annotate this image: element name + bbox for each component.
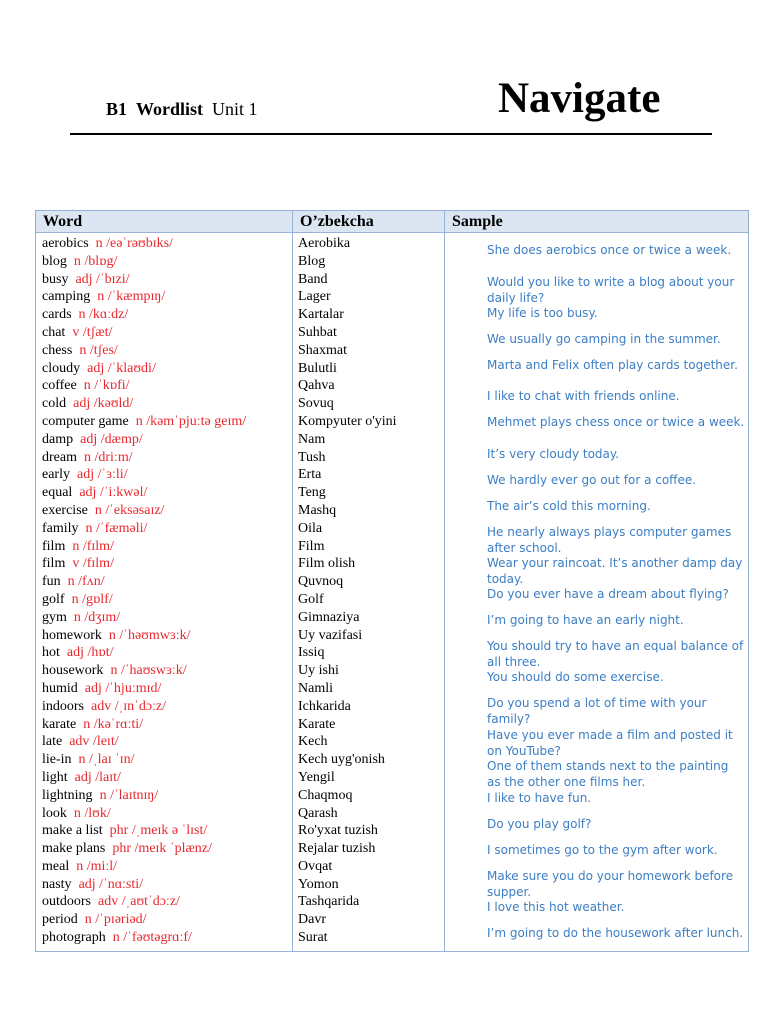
uzbek-cell [293, 233, 445, 952]
pronunciation: adv /ˌaʊtˈdɔːz/ [98, 894, 180, 910]
word-entry [42, 769, 292, 787]
word-entry [42, 271, 292, 289]
word-entry [42, 288, 292, 306]
uzbek-translation: Karate [298, 716, 336, 732]
uzbek-translation: Erta [298, 467, 322, 483]
sample-sentence: Would you like to write a blog about your daily life? [487, 275, 735, 305]
uzbek-translation: Namli [298, 680, 333, 696]
sample-sentence: I sometimes go to the gym after work. [487, 843, 718, 857]
pronunciation: n /driːm/ [83, 449, 133, 465]
headword: late [42, 734, 63, 750]
pronunciation: phr /ˌmeɪk ə ˈlɪst/ [109, 823, 208, 839]
pronunciation: n /ˈhaʊswɜːk/ [110, 663, 187, 679]
header-unit: Unit 1 [212, 99, 258, 119]
pronunciation: adj /ˈhjuːmɪd/ [84, 680, 162, 696]
word-entry [42, 573, 292, 591]
sample-sentence: She does aerobics once or twice a week. [487, 243, 732, 257]
pronunciation: n /kəˈrɑːti/ [83, 716, 144, 732]
sample-sentence: He nearly always plays computer games after school. [487, 525, 732, 555]
sample-cell [445, 233, 749, 952]
uzbek-translation: Ro'yxat tuzish [298, 823, 378, 839]
pronunciation: n /ˈhəʊmwɜːk/ [108, 627, 191, 643]
word-entry [42, 253, 292, 271]
headword: nasty [42, 876, 72, 892]
pronunciation: n /lʊk/ [73, 805, 111, 821]
uzbek-translation: Golf [298, 591, 324, 607]
word-entry [42, 876, 292, 894]
uzbek-translation: Issiq [298, 645, 325, 661]
col-header-uzbek: O’zbekcha [293, 211, 445, 233]
headword: light [42, 769, 68, 785]
uzbek-translation: Bulutli [298, 360, 337, 376]
uzbek-translation: Aerobika [298, 236, 351, 251]
word-entry [42, 377, 292, 395]
headword: karate [42, 716, 77, 732]
word-entry [42, 466, 292, 484]
uzbek-translation: Sovuq [298, 396, 334, 412]
pronunciation: n /gɒlf/ [71, 591, 113, 607]
uzbek-translation: Mashq [298, 502, 337, 518]
uzbek-translation: Blog [298, 253, 326, 269]
sample-sentence: Wear your raincoat. It’s another damp day today. [487, 556, 743, 586]
headword: blog [42, 253, 67, 269]
sample-sentence: I love this hot weather. [487, 900, 625, 914]
word-entry [42, 431, 292, 449]
uzbek-translation: Kompyuter o'yini [298, 413, 397, 429]
header-rule [70, 133, 712, 135]
headword: humid [42, 680, 78, 696]
headword: computer game [42, 413, 129, 429]
headword: cards [42, 307, 72, 323]
word-entry [42, 787, 292, 805]
word-entry [42, 858, 292, 876]
word-entry [42, 751, 292, 769]
word-entry [42, 520, 292, 538]
headword: photograph [42, 930, 106, 946]
sample-sentence: You should do some exercise. [487, 670, 664, 684]
pronunciation: n /miːl/ [76, 858, 118, 874]
headword: make a list [42, 823, 103, 839]
sample-sentence: I’m going to do the housework after lunch. [487, 926, 744, 940]
sample-sentence: It’s very cloudy today. [487, 447, 620, 461]
header-level: B1 [106, 99, 128, 119]
headword: aerobics [42, 236, 89, 251]
uzbek-translation: Qahva [298, 378, 335, 394]
word-entry [42, 538, 292, 556]
word-entry [42, 555, 292, 573]
pronunciation: n /ˈeksəsaɪz/ [94, 502, 165, 518]
word-entry [42, 235, 292, 253]
sample-sentence: I’m going to have an early night. [487, 613, 684, 627]
sample-sentence: One of them stands next to the painting as the other one films her. [487, 759, 729, 789]
sample-sentence: My life is too busy. [487, 306, 598, 320]
uzbek-translation: Gimnaziya [298, 609, 360, 625]
uzbek-translation: Quvnoq [298, 574, 344, 590]
headword: indoors [42, 698, 84, 714]
headword: golf [42, 591, 65, 607]
word-entry [42, 413, 292, 431]
uzbek-translation: Suhbat [298, 324, 337, 340]
word-entry [42, 929, 292, 947]
headword: film [42, 556, 66, 572]
uzbek-translation: Film olish [298, 556, 356, 572]
headword: hot [42, 645, 60, 661]
uzbek-translation: Kartalar [298, 307, 344, 323]
uzbek-translation: Uy ishi [298, 663, 339, 679]
uzbek-translation: Kech uyg'onish [298, 752, 385, 768]
headword: meal [42, 858, 70, 874]
word-entry [42, 449, 292, 467]
uzbek-translation: Qarash [298, 805, 338, 821]
pronunciation: adv /leɪt/ [69, 734, 119, 750]
uzbek-translation: Tush [298, 449, 326, 465]
sample-sentence: We usually go camping in the summer. [487, 332, 721, 346]
uzbek-translation: Chaqmoq [298, 787, 353, 803]
headword: coffee [42, 378, 77, 394]
headword: family [42, 520, 79, 536]
uzbek-translation: Ichkarida [298, 698, 351, 714]
pronunciation: adj /ˈɜːli/ [76, 467, 128, 483]
pronunciation: n /fɪlm/ [72, 538, 114, 554]
sample-sentence: The air’s cold this morning. [487, 499, 651, 513]
uzbek-translation: Uy vazifasi [298, 627, 363, 643]
uzbek-translation: Surat [298, 930, 328, 946]
sample-sentence: I like to chat with friends online. [487, 389, 680, 403]
pronunciation: n /ˌlaɪ ˈɪn/ [78, 752, 135, 768]
headword: homework [42, 627, 102, 643]
word-entry [42, 662, 292, 680]
pronunciation: adj /laɪt/ [74, 769, 121, 785]
word-entry [42, 680, 292, 698]
pronunciation: adj /ˈklaʊdi/ [87, 360, 156, 376]
headword: exercise [42, 502, 88, 518]
headword: dream [42, 449, 77, 465]
pronunciation: adj /ˈiːkwəl/ [79, 485, 148, 501]
pronunciation: n /kɑːdz/ [78, 307, 129, 323]
word-entry [42, 360, 292, 378]
sample-sentence: We hardly ever go out for a coffee. [487, 473, 697, 487]
uzbek-translation: Nam [298, 431, 326, 447]
word-entry [42, 822, 292, 840]
word-entry [42, 306, 292, 324]
headword: early [42, 467, 70, 483]
sample-sentence: You should try to have an equal balance of all three. [487, 639, 744, 669]
pronunciation: n /dʒɪm/ [73, 609, 121, 625]
pronunciation: n /ˈkæmpɪŋ/ [97, 289, 166, 305]
word-entry [42, 502, 292, 520]
sample-list [445, 233, 748, 951]
header-title-word: Wordlist [136, 99, 204, 119]
uzbek-translation: Tashqarida [298, 894, 360, 910]
uzbek-translation: Shaxmat [298, 342, 347, 358]
sample-sentence: Mehmet plays chess once or twice a week. [487, 415, 745, 429]
pronunciation: adj /dæmp/ [80, 431, 143, 447]
pronunciation: n /ˈpɪəriəd/ [84, 912, 147, 928]
word-entry [42, 716, 292, 734]
uzbek-translation: Rejalar tuzish [298, 841, 376, 857]
sample-sentence: Make sure you do your homework before supper. [487, 869, 734, 899]
col-header-sample: Sample [445, 211, 749, 233]
headword: fun [42, 574, 61, 590]
headword: period [42, 912, 78, 928]
word-entry [42, 805, 292, 823]
headword: make plans [42, 841, 106, 857]
headword: chess [42, 342, 73, 358]
word-entry [42, 395, 292, 413]
word-entry [42, 609, 292, 627]
pronunciation: phr /meɪk ˈplænz/ [112, 841, 212, 857]
table-header-row [36, 211, 749, 233]
uzbek-translation: Oila [298, 520, 323, 536]
pronunciation: n /ˈkɒfi/ [83, 378, 130, 394]
pronunciation: n /tʃes/ [79, 342, 118, 358]
uzbek-translation: Teng [298, 485, 326, 501]
pronunciation: adj /kəʊld/ [73, 396, 134, 412]
headword: camping [42, 289, 91, 305]
pronunciation: n /eəˈrəʊbɪks/ [95, 236, 173, 251]
word-entry [42, 627, 292, 645]
sample-sentence: Do you play golf? [487, 817, 592, 831]
col-header-word: Word [36, 211, 293, 233]
pronunciation: v /tʃæt/ [72, 324, 113, 340]
pronunciation: n /kəmˈpjuːtə geɪm/ [135, 413, 247, 429]
word-entry [42, 911, 292, 929]
word-entry [42, 324, 292, 342]
headword: outdoors [42, 894, 91, 910]
word-cell [36, 233, 293, 952]
uzbek-translation: Lager [298, 289, 331, 305]
pronunciation: adj /hɒt/ [66, 645, 114, 661]
word-entry [42, 893, 292, 911]
uzbek-translation: Davr [298, 912, 326, 928]
uzbek-translation: Ovqat [298, 858, 333, 874]
wordlist-table [35, 210, 749, 952]
uzbek-list [293, 233, 444, 947]
headword: gym [42, 609, 67, 625]
pronunciation: n /blɒg/ [73, 253, 118, 269]
uzbek-translation: Film [298, 538, 325, 554]
table-body-row [36, 233, 749, 952]
uzbek-translation: Kech [298, 734, 328, 750]
pronunciation: adj /ˈbɪzi/ [75, 271, 130, 287]
sample-sentence: Marta and Felix often play cards together. [487, 358, 738, 372]
headword: chat [42, 324, 66, 340]
uzbek-translation: Yengil [298, 769, 335, 785]
headword: film [42, 538, 66, 554]
headword: lightning [42, 787, 93, 803]
headword: busy [42, 271, 69, 287]
headword: cold [42, 396, 67, 412]
headword: damp [42, 431, 74, 447]
pronunciation: v /fɪlm/ [72, 556, 114, 572]
word-entry [42, 698, 292, 716]
header-subtitle [106, 99, 258, 120]
sample-sentence: Do you ever have a dream about flying? [487, 587, 729, 601]
sample-sentence: Have you ever made a film and posted it on YouTube? [487, 728, 733, 758]
word-entry [42, 484, 292, 502]
headword: housework [42, 663, 104, 679]
sample-sentence: Do you spend a lot of time with your family? [487, 696, 707, 726]
pronunciation: n /ˈfəʊtəgrɑːf/ [112, 930, 192, 946]
word-entry [42, 644, 292, 662]
headword: look [42, 805, 67, 821]
pronunciation: n /fʌn/ [67, 574, 105, 590]
uzbek-translation: Band [298, 271, 328, 287]
pronunciation: n /ˈlaɪtnɪŋ/ [99, 787, 159, 803]
brand-title: Navigate [498, 75, 661, 122]
word-entry [42, 733, 292, 751]
headword: lie-in [42, 752, 72, 768]
headword: equal [42, 485, 73, 501]
uzbek-translation: Yomon [298, 876, 339, 892]
pronunciation: n /ˈfæməli/ [85, 520, 148, 536]
word-entry [42, 840, 292, 858]
word-list [36, 233, 292, 947]
headword: cloudy [42, 360, 81, 376]
word-entry [42, 591, 292, 609]
pronunciation: adv /ˌɪnˈdɔːz/ [91, 698, 167, 714]
sample-sentence: I like to have fun. [487, 791, 592, 805]
word-entry [42, 342, 292, 360]
pronunciation: adj /ˈnɑːsti/ [78, 876, 144, 892]
